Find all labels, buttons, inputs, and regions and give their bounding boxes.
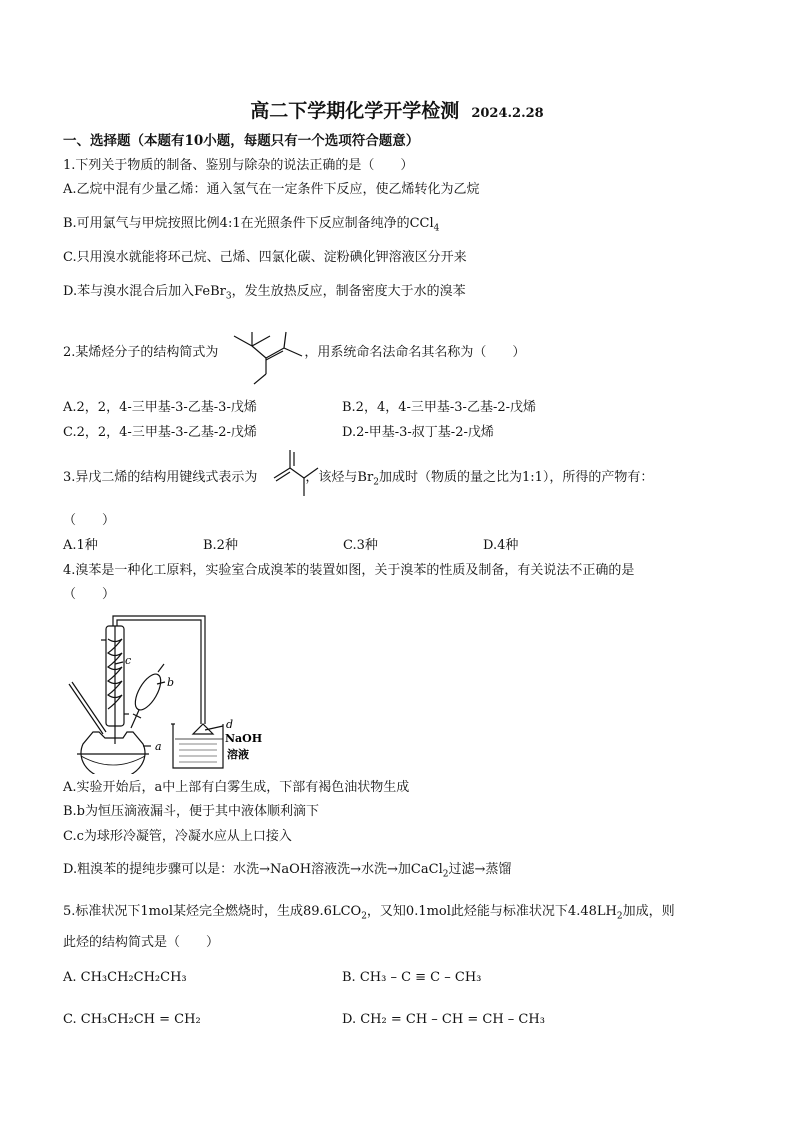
q5-stem-co2-sub: 2 <box>361 911 367 922</box>
q4-option-b: B.b为恒压滴液漏斗，便于其中液体顺利滴下 <box>63 804 320 819</box>
q5-option-c: C. CH₃CH₂CH = CH₂ <box>63 1012 201 1027</box>
q5-stem-h2: 4.48LH <box>567 904 617 919</box>
q3-option-c: C.3种 <box>343 538 378 553</box>
q5-option-a: A. CH₃CH₂CH₂CH₃ <box>63 970 187 985</box>
q3-stem-rest: 加成时（物质的量之比为1:1），所得的产物有： <box>378 470 654 485</box>
section-heading: 一、选择题（本题有10小题，每题只有一个选项符合题意） <box>63 133 420 149</box>
q5-stem-text: 5.标准状况下1mol某烃完全燃烧时，生成 <box>63 904 303 919</box>
q2-option-d: D.2-甲基-3-叔丁基-2-戊烯 <box>342 425 494 440</box>
q5-option-b: B. CH₃ – C ≡ C – CH₃ <box>342 970 482 985</box>
q3-stem-formula: Br <box>357 470 374 485</box>
title-text: 高二下学期化学开学检测 <box>250 100 460 122</box>
q2-stem-rest: ，用系统命名法命名其名称为（ ） <box>304 345 526 360</box>
q3-stem-sub: 2 <box>373 477 379 488</box>
q1-option-b <box>63 215 439 238</box>
q4-option-d <box>63 861 511 884</box>
q3-option-b: B.2种 <box>203 538 238 553</box>
q4-option-d-text: D.粗溴苯的提纯步骤可以是：水洗→ <box>63 862 270 877</box>
q1-option-a: A.乙烷中混有少量乙烯：通入氢气在一定条件下反应，使乙烯转化为乙烷 <box>63 182 480 197</box>
q2-option-c: C.2，2，4-三甲基-3-乙基-2-戊烯 <box>63 425 257 440</box>
q4-label-naoh: NaOH <box>225 732 263 745</box>
q4-option-d-formula: CaCl <box>410 862 443 877</box>
q1-option-b-formula: CCl <box>409 216 434 231</box>
q4-stem: 4.溴苯是一种化工原料，实验室合成溴苯的装置如图，关于溴苯的性质及制备，有关说法不正确的是 <box>63 563 635 578</box>
q4-apparatus-figure <box>63 604 273 774</box>
q4-paren: （ ） <box>63 587 116 602</box>
q4-option-d-mid: 溶液洗→水洗→加 <box>311 862 411 877</box>
q4-label-c: c <box>125 654 132 667</box>
q1-option-d-text: D.苯与溴水混合后加入 <box>63 284 195 299</box>
q2-option-b: B.2，4，4-三甲基-3-乙基-2-戊烯 <box>342 400 537 415</box>
q3-isoprene-figure <box>270 446 320 502</box>
q4-option-a: A.实验开始后，a中上部有白雾生成，下部有褐色油状物生成 <box>63 780 410 795</box>
exam-date: 2024.2.28 <box>471 106 544 121</box>
q4-option-c: C.c为球形冷凝管，冷凝水应从上口接入 <box>63 829 292 844</box>
q1-option-b-text: B.可用氯气与甲烷按照比例4:1在光照条件下反应制备纯净的 <box>63 216 410 231</box>
q1-option-d-sub: 3 <box>225 291 232 302</box>
q5-option-d: D. CH₂ = CH – CH = CH – CH₃ <box>342 1012 545 1027</box>
q3-stem <box>63 469 653 492</box>
q2-stem-text: 2.某烯烃分子的结构简式为 <box>63 345 219 360</box>
q4-label-a: a <box>155 740 162 753</box>
q3-paren: （ ） <box>63 513 116 528</box>
q5-stem-h2-sub: 2 <box>616 911 623 922</box>
q5-stem-co2: 89.6LCO <box>303 904 362 919</box>
q1-stem: 1.下列关于物质的制备、鉴别与除杂的说法正确的是（ ） <box>63 158 414 173</box>
q3-option-d: D.4种 <box>483 538 519 553</box>
q1-option-d-rest: ，发生放热反应，制备密度大于水的溴苯 <box>231 284 466 299</box>
q3-stem-mid: ，该烃与 <box>305 470 358 485</box>
q1-option-d-formula: FeBr <box>194 284 226 299</box>
q5-stem-mid: ，又知0.1mol此烃能与标准状况下 <box>366 904 568 919</box>
q5-stem <box>63 903 675 926</box>
q2-structure-figure <box>226 322 312 388</box>
page-title <box>0 96 794 123</box>
q4-label-b: b <box>167 676 175 689</box>
q1-option-c: C.只用溴水就能将环己烷、己烯、四氯化碳、淀粉碘化钾溶液区分开来 <box>63 250 467 265</box>
q4-option-d-rest: 过滤→蒸馏 <box>448 862 512 877</box>
q5-stem-rest: 加成，则 <box>622 904 675 919</box>
q5-stem-line2: 此烃的结构简式是（ ） <box>63 935 220 950</box>
q4-label-solution: 溶液 <box>227 748 249 761</box>
q4-label-d: d <box>226 718 234 731</box>
q3-option-a: A.1种 <box>63 538 98 553</box>
q4-option-d-sub: 2 <box>442 869 449 880</box>
q1-option-d <box>63 283 466 306</box>
q3-stem-text: 3.异戊二烯的结构用键线式表示为 <box>63 470 258 485</box>
q1-option-b-sub: 4 <box>433 223 440 234</box>
q2-option-a: A.2，2，4-三甲基-3-乙基-3-戊烯 <box>63 400 257 415</box>
q4-option-d-naoh: NaOH <box>270 862 312 877</box>
